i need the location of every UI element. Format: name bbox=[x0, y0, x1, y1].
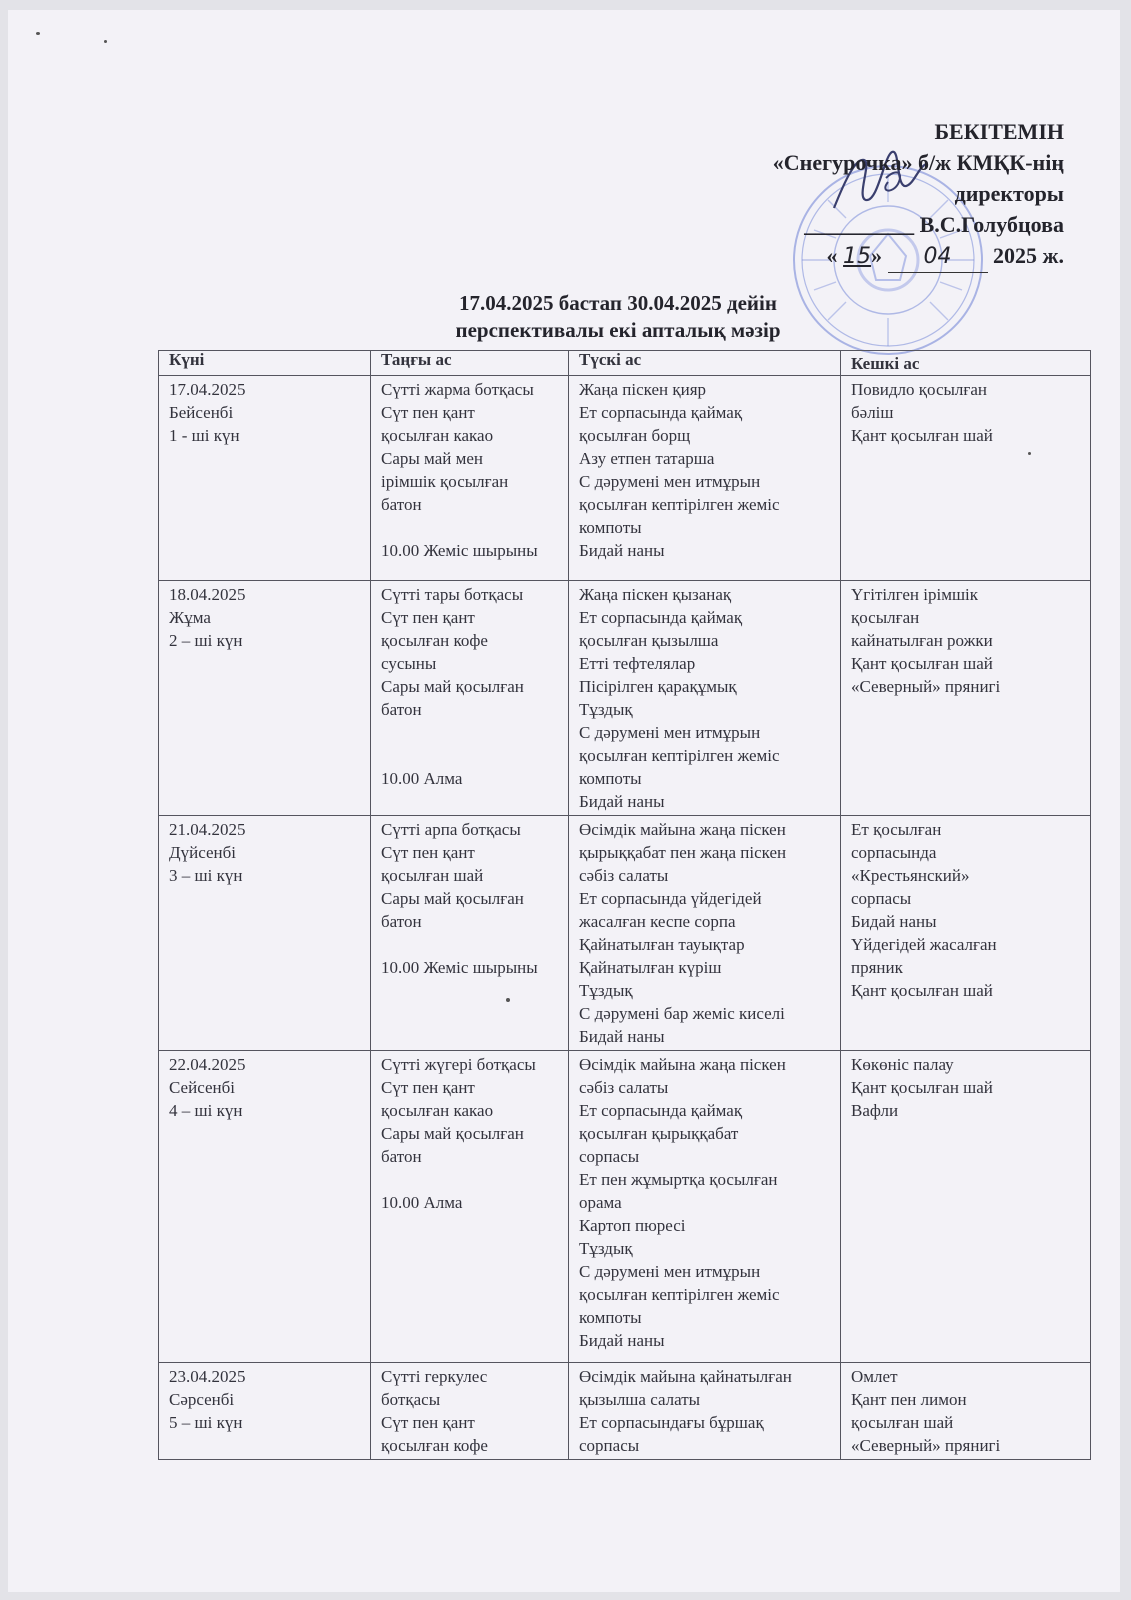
lunch-item: Тұздық bbox=[579, 1239, 633, 1258]
lunch-item: қосылған қызылша bbox=[579, 631, 719, 650]
lunch-item: компоты bbox=[579, 518, 642, 537]
day-weekday: Дүйсенбі bbox=[169, 843, 236, 862]
day-cell bbox=[159, 816, 371, 1051]
lunch-item: С дәрумені бар жеміс киселі bbox=[579, 1004, 785, 1023]
table-row bbox=[159, 1363, 1091, 1460]
dinner-item: Ет қосылған bbox=[851, 820, 942, 839]
lunch-item: Етті тефтелялар bbox=[579, 654, 696, 673]
menu-table-body bbox=[159, 376, 1091, 1460]
breakfast-item: батон bbox=[381, 912, 422, 931]
date-month: 04 bbox=[888, 241, 988, 273]
dinner-cell bbox=[841, 1051, 1091, 1363]
day-cell bbox=[159, 376, 371, 581]
lunch-item: Ет пен жұмыртқа қосылған bbox=[579, 1170, 778, 1189]
lunch-item: қосылған қырыққабат bbox=[579, 1124, 739, 1143]
scan-speck bbox=[1028, 452, 1031, 455]
day-date: 22.04.2025 bbox=[169, 1055, 246, 1074]
lunch-item: қырыққабат пен жаңа піскен bbox=[579, 843, 787, 862]
breakfast-cell bbox=[371, 816, 569, 1051]
lunch-cell bbox=[569, 581, 841, 816]
lunch-item: сәбіз салаты bbox=[579, 866, 669, 885]
dinner-item: Қант қосылған шай bbox=[851, 981, 993, 1000]
lunch-item: С дәрумені мен итмұрын bbox=[579, 1262, 761, 1281]
lunch-cell bbox=[569, 1051, 841, 1363]
header-dinner: Кешкі ас bbox=[841, 351, 1091, 376]
lunch-item: қосылған кептірілген жеміс bbox=[579, 746, 780, 765]
lunch-item: компоты bbox=[579, 769, 642, 788]
breakfast-item: Сүт пен қант bbox=[381, 1413, 475, 1432]
breakfast-cell bbox=[371, 1363, 569, 1460]
breakfast-item: 10.00 Жеміс шырыны bbox=[381, 541, 538, 560]
lunch-item: жасалған кеспе сорпа bbox=[579, 912, 736, 931]
breakfast-item: қосылған какао bbox=[381, 426, 494, 445]
dinner-item: Қант қосылған шай bbox=[851, 426, 993, 445]
dinner-item: кайнатылған рожки bbox=[851, 631, 993, 650]
dinner-item: қосылған шай bbox=[851, 1413, 954, 1432]
blank-line bbox=[381, 516, 562, 539]
lunch-item: Бидай наны bbox=[579, 1027, 665, 1046]
day-date: 17.04.2025 bbox=[169, 380, 246, 399]
breakfast-item: 10.00 Алма bbox=[381, 769, 463, 788]
day-cell bbox=[159, 1363, 371, 1460]
dinner-item: Көкөніс палау bbox=[851, 1055, 954, 1074]
breakfast-item: Сүт пен қант bbox=[381, 608, 475, 627]
dinner-item: Бидай наны bbox=[851, 912, 937, 931]
breakfast-item: батон bbox=[381, 700, 422, 719]
lunch-item: Ет сорпасында қаймақ bbox=[579, 403, 743, 422]
lunch-item: Бидай наны bbox=[579, 541, 665, 560]
lunch-item: Бидай наны bbox=[579, 1331, 665, 1350]
lunch-item: Жаңа піскен қызанақ bbox=[579, 585, 732, 604]
dinner-item: Қант қосылған шай bbox=[851, 1078, 993, 1097]
dinner-item: сорпасы bbox=[851, 889, 912, 908]
blank-line bbox=[381, 933, 562, 956]
day-number: 3 – ші күн bbox=[169, 866, 243, 885]
lunch-item: Өсімдік майына жаңа піскен bbox=[579, 1055, 786, 1074]
lunch-item: компоты bbox=[579, 1308, 642, 1327]
dinner-item: Үгітілген ірімшік bbox=[851, 585, 979, 604]
dinner-item: Қант пен лимон bbox=[851, 1390, 967, 1409]
day-cell bbox=[159, 581, 371, 816]
table-header-row bbox=[159, 351, 1091, 376]
dinner-item: Омлет bbox=[851, 1367, 898, 1386]
breakfast-item: Сары май қосылған bbox=[381, 889, 524, 908]
breakfast-cell bbox=[371, 376, 569, 581]
scan-speck bbox=[36, 32, 40, 35]
lunch-item: Қайнатылған тауықтар bbox=[579, 935, 745, 954]
breakfast-item: Сары май қосылған bbox=[381, 1124, 524, 1143]
lunch-item: Ет сорпасындағы бұршақ bbox=[579, 1413, 764, 1432]
breakfast-item: Сүт пен қант bbox=[381, 1078, 475, 1097]
table-row bbox=[159, 581, 1091, 816]
dinner-item: «Северный» прянигі bbox=[851, 1436, 1001, 1455]
lunch-item: Азу етпен татарша bbox=[579, 449, 715, 468]
lunch-item: Ет сорпасында қаймақ bbox=[579, 608, 743, 627]
table-row bbox=[159, 376, 1091, 581]
table-row bbox=[159, 1051, 1091, 1363]
day-number: 1 - ші күн bbox=[169, 426, 240, 445]
lunch-item: Ет сорпасында қаймақ bbox=[579, 1101, 743, 1120]
dinner-item: пряник bbox=[851, 958, 903, 977]
dinner-cell bbox=[841, 816, 1091, 1051]
approval-heading: БЕКІТЕМІН bbox=[934, 119, 1064, 144]
table-row bbox=[159, 816, 1091, 1051]
lunch-item: Өсімдік майына қайнатылған bbox=[579, 1367, 792, 1386]
breakfast-item: 10.00 Жеміс шырыны bbox=[381, 958, 538, 977]
dinner-item: «Северный» прянигі bbox=[851, 677, 1001, 696]
date-year: 2025 ж. bbox=[993, 243, 1064, 268]
breakfast-item: қосылған кофе bbox=[381, 631, 488, 650]
lunch-item: С дәрумені мен итмұрын bbox=[579, 472, 761, 491]
lunch-cell bbox=[569, 1363, 841, 1460]
day-number: 2 – ші күн bbox=[169, 631, 243, 650]
breakfast-item: 10.00 Алма bbox=[381, 1193, 463, 1212]
lunch-cell bbox=[569, 376, 841, 581]
blank-line bbox=[381, 744, 562, 767]
approval-date bbox=[594, 240, 1064, 273]
breakfast-item: қосылған какао bbox=[381, 1101, 494, 1120]
breakfast-item: сусыны bbox=[381, 654, 437, 673]
title-line-2: перспективалы екі апталық мәзір bbox=[455, 318, 781, 342]
day-number: 5 – ші күн bbox=[169, 1413, 243, 1432]
lunch-item: Қайнатылған күріш bbox=[579, 958, 722, 977]
lunch-item: қызылша салаты bbox=[579, 1390, 701, 1409]
day-cell bbox=[159, 1051, 371, 1363]
lunch-item: орама bbox=[579, 1193, 622, 1212]
blank-line bbox=[381, 1168, 562, 1191]
day-weekday: Бейсенбі bbox=[169, 403, 234, 422]
dinner-cell bbox=[841, 1363, 1091, 1460]
breakfast-item: Сүт пен қант bbox=[381, 403, 475, 422]
dinner-cell bbox=[841, 581, 1091, 816]
breakfast-item: Сүтті жарма ботқасы bbox=[381, 380, 534, 399]
dinner-item: Үйдегідей жасалған bbox=[851, 935, 997, 954]
lunch-item: қосылған кептірілген жеміс bbox=[579, 495, 780, 514]
day-date: 21.04.2025 bbox=[169, 820, 246, 839]
breakfast-cell bbox=[371, 1051, 569, 1363]
day-weekday: Сейсенбі bbox=[169, 1078, 235, 1097]
date-mid: » bbox=[871, 243, 883, 268]
lunch-item: Тұздық bbox=[579, 981, 633, 1000]
breakfast-item: қосылған кофе bbox=[381, 1436, 488, 1455]
day-date: 23.04.2025 bbox=[169, 1367, 246, 1386]
approval-org: «Снегурочка» б/ж КМҚК-нің bbox=[772, 150, 1064, 175]
blank-line bbox=[381, 721, 562, 744]
breakfast-item: батон bbox=[381, 1147, 422, 1166]
approval-signature-line: __________ В.С.Голубцова bbox=[804, 212, 1064, 237]
breakfast-item: Сүтті арпа ботқасы bbox=[381, 820, 521, 839]
breakfast-item: ботқасы bbox=[381, 1390, 441, 1409]
breakfast-item: Сары май қосылған bbox=[381, 677, 524, 696]
header-lunch: Түскі ас bbox=[569, 351, 841, 376]
dinner-item: сорпасында bbox=[851, 843, 937, 862]
lunch-item: С дәрумені мен итмұрын bbox=[579, 723, 761, 742]
title-line-1: 17.04.2025 бастап 30.04.2025 дейін bbox=[459, 291, 777, 315]
date-day: 15 bbox=[843, 244, 872, 269]
lunch-item: Жаңа піскен қияр bbox=[579, 380, 707, 399]
menu-table bbox=[158, 350, 1091, 1460]
dinner-cell bbox=[841, 376, 1091, 581]
dinner-item: Қант қосылған шай bbox=[851, 654, 993, 673]
lunch-item: Бидай наны bbox=[579, 792, 665, 811]
lunch-item: Тұздық bbox=[579, 700, 633, 719]
scan-speck bbox=[506, 998, 510, 1002]
breakfast-item: Сүтті жүгері ботқасы bbox=[381, 1055, 536, 1074]
lunch-item: сорпасы bbox=[579, 1147, 640, 1166]
lunch-item: Ет сорпасында үйдегідей bbox=[579, 889, 762, 908]
approval-position: директоры bbox=[954, 181, 1064, 206]
dinner-item: Повидло қосылған bbox=[851, 380, 988, 399]
document-page bbox=[8, 10, 1120, 1592]
breakfast-item: Сүт пен қант bbox=[381, 843, 475, 862]
day-number: 4 – ші күн bbox=[169, 1101, 243, 1120]
dinner-item: Вафли bbox=[851, 1101, 899, 1120]
day-weekday: Сәрсенбі bbox=[169, 1390, 235, 1409]
header-day: Күні bbox=[159, 351, 371, 376]
lunch-item: Картоп пюресі bbox=[579, 1216, 686, 1235]
dinner-item: «Крестьянский» bbox=[851, 866, 970, 885]
header-breakfast: Таңғы ас bbox=[371, 351, 569, 376]
lunch-item: сорпасы bbox=[579, 1436, 640, 1455]
scan-speck bbox=[104, 40, 107, 43]
approval-block bbox=[594, 116, 1064, 273]
dinner-item: бәліш bbox=[851, 403, 894, 422]
day-weekday: Жұма bbox=[169, 608, 211, 627]
lunch-item: қосылған кептірілген жеміс bbox=[579, 1285, 780, 1304]
breakfast-item: Сары май мен bbox=[381, 449, 483, 468]
breakfast-item: Сүтті геркулес bbox=[381, 1367, 488, 1386]
breakfast-item: батон bbox=[381, 495, 422, 514]
breakfast-item: қосылған шай bbox=[381, 866, 484, 885]
lunch-item: сәбіз салаты bbox=[579, 1078, 669, 1097]
document-title bbox=[348, 290, 888, 344]
day-date: 18.04.2025 bbox=[169, 585, 246, 604]
lunch-item: Пісірілген қарақұмық bbox=[579, 677, 737, 696]
date-open: « bbox=[826, 243, 838, 268]
lunch-cell bbox=[569, 816, 841, 1051]
breakfast-item: ірімшік қосылған bbox=[381, 472, 509, 491]
lunch-item: Өсімдік майына жаңа піскен bbox=[579, 820, 786, 839]
breakfast-cell bbox=[371, 581, 569, 816]
dinner-item: қосылған bbox=[851, 608, 920, 627]
lunch-item: қосылған борщ bbox=[579, 426, 691, 445]
breakfast-item: Сүтті тары ботқасы bbox=[381, 585, 524, 604]
